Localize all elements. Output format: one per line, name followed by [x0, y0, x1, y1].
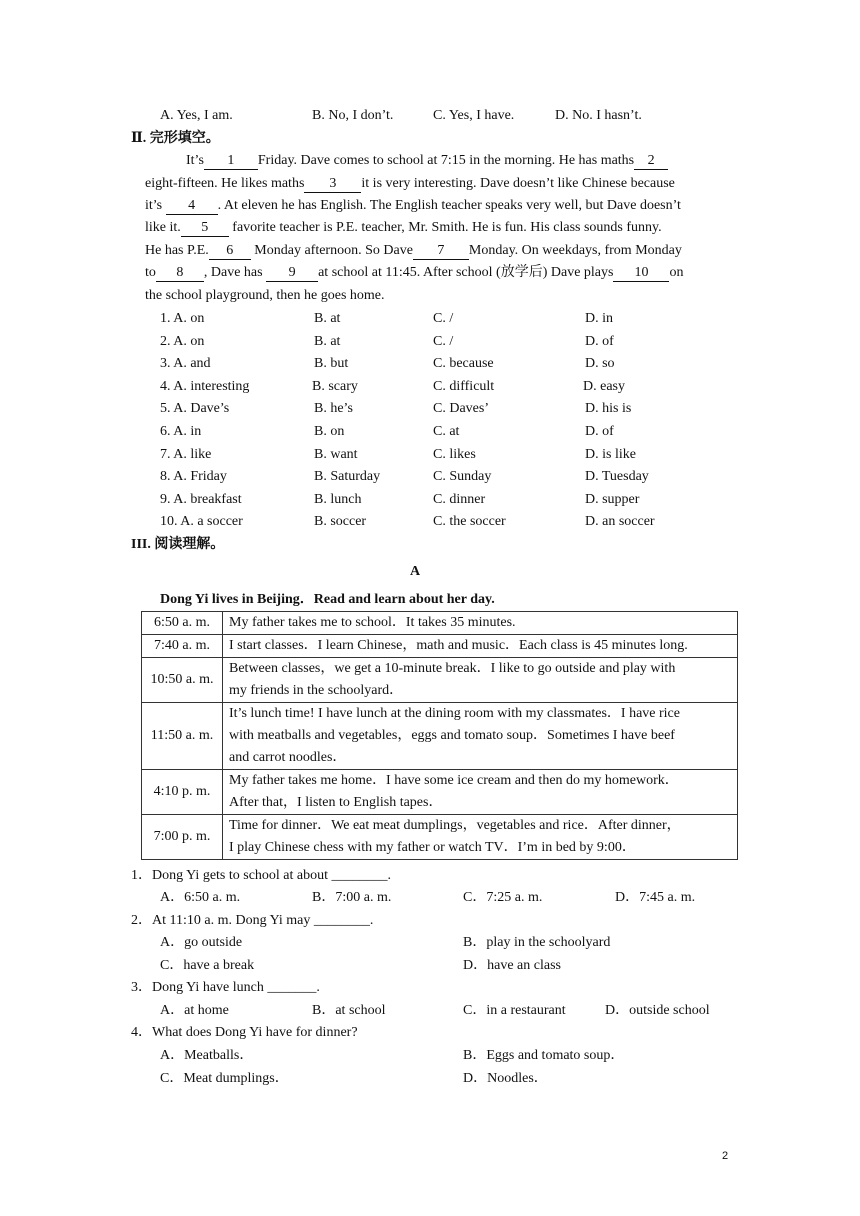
schedule-row — [142, 612, 738, 635]
cloze-q10-option-a: 10. A. a soccer — [160, 514, 243, 529]
cloze-q8-option-a: 8. A. Friday — [160, 469, 227, 484]
schedule-time: 6:50 a. m. — [142, 612, 223, 635]
question-2-option-b: B．play in the schoolyard — [463, 935, 611, 950]
schedule-activity-line: After that，I listen to English tapes． — [229, 795, 443, 810]
cloze-q1-option-a: 1. A. on — [160, 311, 205, 326]
schedule-activity-line: with meatballs and vegetables，eggs and tomato soup．Sometimes I have beef — [229, 728, 675, 743]
question-3: 3．Dong Yi have lunch _______. — [131, 980, 320, 995]
page-number: 2 — [722, 1150, 729, 1162]
cloze-q6-option-b: B. on — [314, 424, 345, 439]
cloze-q4-option-b: B. scary — [312, 379, 358, 394]
cloze-q4-option-c: C. difficult — [433, 379, 495, 394]
blank-1: 1 — [204, 153, 258, 170]
question-4-option-b: B．Eggs and tomato soup． — [463, 1048, 625, 1063]
passage-line-2: eight-fifteen. He likes maths 3 it is very interesting. Dave doesn’t like Chinese because — [145, 176, 675, 191]
cloze-q3-option-d: D. so — [585, 356, 615, 371]
cloze-q9-option-d: D. supper — [585, 492, 640, 507]
schedule-time: 11:50 a. m. — [142, 703, 223, 770]
question-4-option-a: A．Meatballs． — [160, 1048, 254, 1063]
question-3-option-d: D．outside school — [605, 1003, 710, 1018]
blank-10: 10 — [613, 265, 669, 282]
cloze-q2-option-d: D. of — [585, 334, 614, 349]
cloze-q7-option-b: B. want — [314, 447, 358, 462]
cloze-q3-option-c: C. because — [433, 356, 494, 371]
schedule-activity — [223, 703, 738, 770]
question-3-option-c: C．in a restaurant — [463, 1003, 566, 1018]
schedule-time: 7:40 a. m. — [142, 635, 223, 658]
schedule-activity-line: I start classes．I learn Chinese，math and music．Each class is 45 minutes long. — [229, 638, 688, 653]
schedule-activity — [223, 658, 738, 703]
schedule-row — [142, 635, 738, 658]
cloze-q2-option-a: 2. A. on — [160, 334, 205, 349]
cloze-q4-option-d: D. easy — [583, 379, 625, 394]
reading-intro: Dong Yi lives in Beijing．Read and learn about her day. — [160, 592, 495, 607]
schedule-activity — [223, 612, 738, 635]
cloze-q6-option-c: C. at — [433, 424, 460, 439]
question-2-option-d: D．have an class — [463, 958, 561, 973]
cloze-q8-option-b: B. Saturday — [314, 469, 381, 484]
blank-4: 4 — [166, 198, 218, 215]
question-1-option-d: D．7:45 a. m. — [615, 890, 696, 905]
question-1-option-a: A．6:50 a. m. — [160, 890, 241, 905]
cloze-q1-option-b: B. at — [314, 311, 341, 326]
cloze-q9-option-c: C. dinner — [433, 492, 486, 507]
passage-line-4: like it. 5 favorite teacher is P.E. teacher, Mr. Smith. He is fun. His class sounds funny. — [145, 220, 662, 235]
blank-2: 2 — [634, 153, 668, 170]
cloze-q10-option-b: B. soccer — [314, 514, 367, 529]
cloze-q7-option-a: 7. A. like — [160, 447, 212, 462]
passage-line-7: the school playground, then he goes home. — [145, 288, 385, 303]
passage-line-6: to 8 , Dave has 9 at school at 11:45. After school (放学后) Dave plays 10 on — [145, 265, 684, 280]
cloze-q8-option-c: C. Sunday — [433, 469, 492, 484]
cloze-q4-option-a: 4. A. interesting — [160, 379, 250, 394]
schedule-activity-line: and carrot noodles． — [229, 750, 347, 765]
schedule-activity — [223, 770, 738, 815]
cloze-q1-option-d: D. in — [585, 311, 613, 326]
schedule-row — [142, 770, 738, 815]
cloze-q3-option-b: B. but — [314, 356, 349, 371]
cloze-q5-option-c: C. Daves’ — [433, 401, 489, 416]
cloze-q5-option-a: 5. A. Dave’s — [160, 401, 230, 416]
question-1-option-c: C．7:25 a. m. — [463, 890, 543, 905]
schedule-activity-line: Between classes，we get a 10-minute break．I like to go outside and play with — [229, 661, 676, 676]
blank-5: 5 — [181, 220, 229, 237]
question-4: 4．What does Dong Yi have for dinner? — [131, 1025, 358, 1040]
question-4-option-c: C．Meat dumplings． — [160, 1071, 289, 1086]
cloze-q7-option-d: D. is like — [585, 447, 636, 462]
question-3-option-b: B．at school — [312, 1003, 386, 1018]
schedule-activity-line: It’s lunch time! I have lunch at the dining room with my classmates．I have rice — [229, 706, 680, 721]
question-4-option-d: D．Noodles． — [463, 1071, 548, 1086]
cloze-q2-option-c: C. / — [433, 334, 454, 349]
cloze-q8-option-d: D. Tuesday — [585, 469, 649, 484]
question-2: 2．At 11:10 a. m. Dong Yi may ________. — [131, 913, 374, 928]
cloze-q9-option-b: B. lunch — [314, 492, 362, 507]
top-option-d: D. No. I hasn’t. — [555, 108, 642, 123]
cloze-q5-option-d: D. his is — [585, 401, 632, 416]
cloze-q7-option-c: C. likes — [433, 447, 476, 462]
cloze-q1-option-c: C. / — [433, 311, 454, 326]
question-3-option-a: A．at home — [160, 1003, 229, 1018]
schedule-time: 10:50 a. m. — [142, 658, 223, 703]
cloze-q5-option-b: B. he’s — [314, 401, 353, 416]
schedule-activity-line: My father takes me to school．It takes 35 minutes. — [229, 615, 516, 630]
section-2-heading: Ⅱ. 完形填空。 — [131, 131, 220, 146]
schedule-activity-line: My father takes me home．I have some ice cream and then do my homework． — [229, 773, 679, 788]
schedule-activity — [223, 635, 738, 658]
cloze-q10-option-c: C. the soccer — [433, 514, 506, 529]
cloze-q2-option-b: B. at — [314, 334, 341, 349]
passage-line-1: It’s 1 Friday. Dave comes to school at 7:15 in the morning. He has maths 2 — [186, 151, 668, 171]
schedule-time: 4:10 p. m. — [142, 770, 223, 815]
schedule-row — [142, 703, 738, 770]
question-2-option-c: C．have a break — [160, 958, 255, 973]
top-option-c: C. Yes, I have. — [433, 108, 515, 123]
question-2-option-a: A．go outside — [160, 935, 243, 950]
cloze-q10-option-d: D. an soccer — [585, 514, 655, 529]
passage-line-3: it’s 4 . At eleven he has English. The English teacher speaks very well, but Dave doesn’t — [145, 198, 681, 213]
blank-8: 8 — [156, 265, 204, 282]
cloze-q9-option-a: 9. A. breakfast — [160, 492, 242, 507]
schedule-activity-line: my friends in the schoolyard． — [229, 683, 404, 698]
blank-3: 3 — [304, 176, 361, 193]
schedule-row — [142, 658, 738, 703]
cloze-q6-option-a: 6. A. in — [160, 424, 202, 439]
schedule-activity-line: I play Chinese chess with my father or watch TV．I’m in bed by 9:00． — [229, 840, 636, 855]
blank-6: 6 — [209, 243, 251, 260]
top-option-b: B. No, I don’t. — [312, 108, 394, 123]
question-1-option-b: B．7:00 a. m. — [312, 890, 392, 905]
schedule-table — [141, 611, 738, 860]
schedule-time: 7:00 p. m. — [142, 815, 223, 860]
cloze-q6-option-d: D. of — [585, 424, 614, 439]
passage-line-5: He has P.E. 6 Monday afternoon. So Dave 7 Monday. On weekdays, from Monday — [145, 243, 682, 258]
schedule-row — [142, 815, 738, 860]
schedule-activity-line: Time for dinner．We eat meat dumplings，vegetables and rice．After dinner， — [229, 818, 681, 833]
blank-7: 7 — [413, 243, 469, 260]
cloze-q3-option-a: 3. A. and — [160, 356, 211, 371]
section-3-heading: III. 阅读理解。 — [131, 537, 225, 552]
blank-9: 9 — [266, 265, 318, 282]
schedule-activity — [223, 815, 738, 860]
question-1: 1．Dong Yi gets to school at about ________. — [131, 868, 392, 883]
part-label: A — [410, 564, 421, 579]
top-option-a: A. Yes, I am. — [160, 108, 233, 123]
